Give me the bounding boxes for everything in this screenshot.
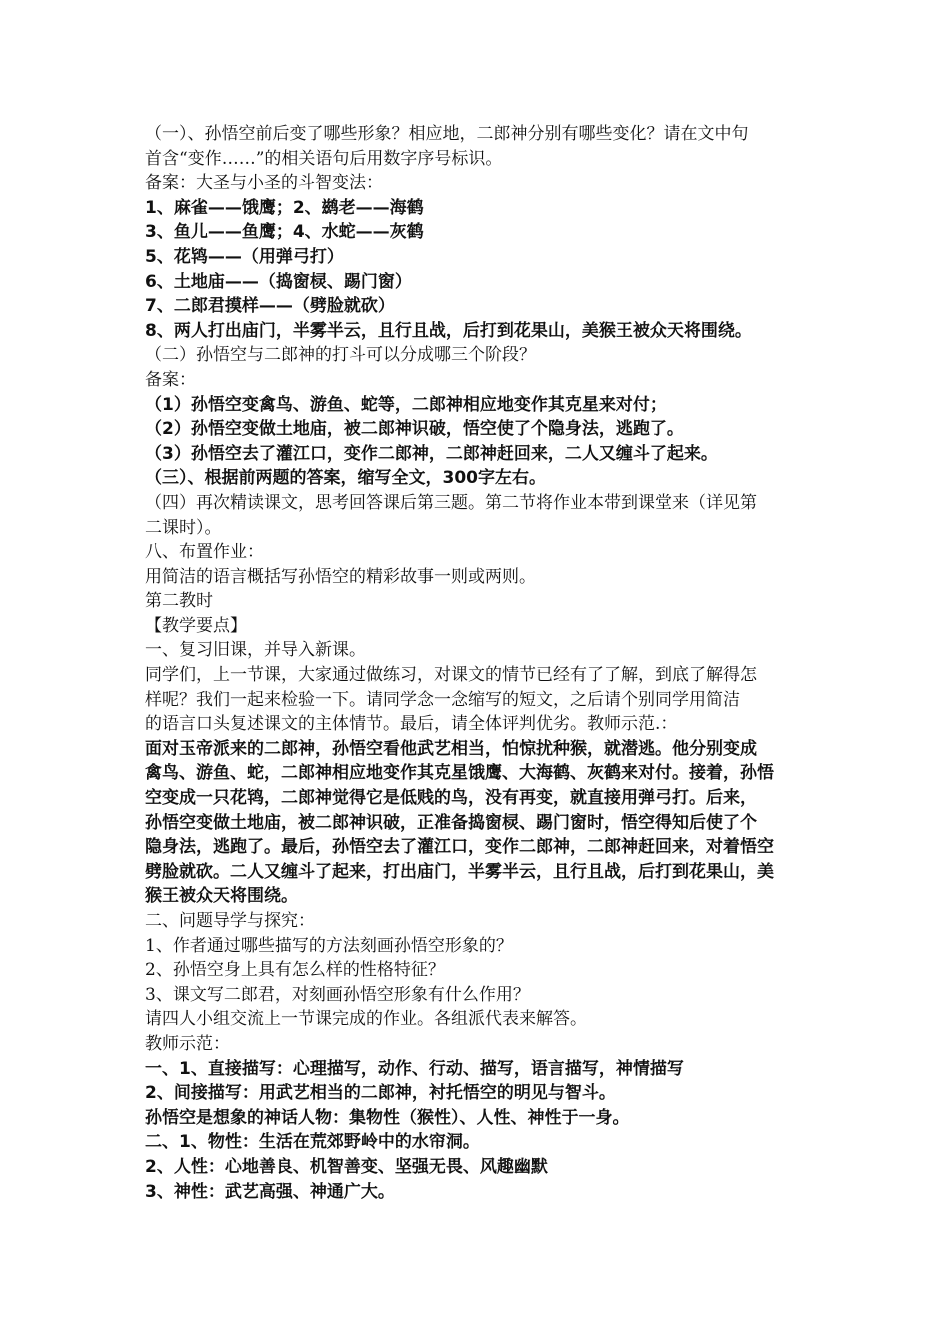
text-line-42: 二、1、物性：生活在荒郊野岭中的水帘洞。 — [145, 1132, 480, 1153]
text-line-8: 7、二郎君摸样——（劈脸就砍） — [145, 296, 395, 317]
text-line-9: 8、两人打出庙门，半雾半云，且行且战，后打到花果山，美猴王被众天将围绕。 — [145, 320, 752, 341]
document-page — [145, 122, 810, 1204]
text-line-27: 禽鸟、游鱼、蛇，二郎神相应地变作其克星饿鹰、大海鹤、灰鹤来对付。接着，孙悟 — [145, 763, 774, 784]
text-line-7: 6、土地庙——（捣窗棂、踢门窗） — [145, 271, 412, 292]
text-line-15: （三）、根据前两题的答案，缩写全文，300字左右。 — [145, 468, 546, 489]
text-line-31: 劈脸就砍。二人又缠斗了起来，打出庙门，半雾半云，且行且战，后打到花果山，美 — [145, 861, 774, 882]
text-line-4: 1、麻雀——饿鹰；2、鹚老——海鹤 — [145, 197, 424, 218]
text-line-13: （2）孙悟空变做土地庙，被二郎神识破，悟空使了个隐身法，逃跑了。 — [145, 419, 684, 440]
text-line-11: 备案： — [145, 369, 196, 390]
text-line-32: 猴王被众天将围绕。 — [145, 886, 298, 907]
text-line-26: 面对玉帝派来的二郎神，孙悟空看他武艺相当，怕惊扰种猴，就潜逃。他分别变成 — [145, 738, 757, 759]
text-line-10: （二）孙悟空与二郎神的打斗可以分成哪三个阶段？ — [145, 345, 536, 366]
text-line-33: 二、问题导学与探究： — [145, 911, 315, 931]
text-line-5: 3、鱼儿——鱼鹰；4、水蛇——灰鹤 — [145, 222, 424, 243]
text-line-20: 第二教时 — [145, 591, 213, 612]
text-line-24: 样呢？我们一起来检验一下。请同学念一念缩写的短文，之后请个别同学用简洁 — [145, 689, 740, 710]
text-line-25: 的语言口头复述课文的主体情节。最后，请全体评判优劣。教师示范.： — [145, 714, 678, 735]
text-line-1: （一）、孙悟空前后变了哪些形象？相应地，二郎神分别有哪些变化？请在文中句 — [145, 124, 749, 144]
text-line-19: 用简洁的语言概括写孙悟空的精彩故事一则或两则。 — [145, 566, 536, 587]
text-line-28: 空变成一只花鸨，二郎神觉得它是低贱的鸟，没有再变，就直接用弹弓打。后来， — [145, 788, 757, 809]
text-line-12: （1）孙悟空变禽鸟、游鱼、蛇等，二郎神相应地变作其克星来对付； — [145, 394, 667, 415]
text-line-43: 2、人性：心地善良、机智善变、坚强无畏、风趣幽默 — [145, 1156, 548, 1177]
text-line-3: 备案：大圣与小圣的斗智变法： — [145, 173, 383, 194]
text-line-23: 同学们，上一节课，大家通过做练习，对课文的情节已经有了了解，到底了解得怎 — [145, 665, 757, 686]
text-line-18: 八、布置作业： — [145, 542, 264, 563]
text-line-16: （四）再次精读课文，思考回答课后第三题。第二节将作业本带到课堂来（详见第 — [145, 492, 757, 513]
text-line-2: 首含“变作……”的相关语句后用数字序号标识。 — [145, 148, 503, 169]
text-line-38: 教师示范： — [145, 1033, 230, 1054]
text-line-39: 一、1、直接描写：心理描写，动作、行动、描写，语言描写，神情描写 — [145, 1058, 684, 1079]
text-line-37: 请四人小组交流上一节课完成的作业。各组派代表来解答。 — [145, 1009, 587, 1030]
text-line-36: 3、课文写二郎君，对刻画孙悟空形象有什么作用？ — [145, 984, 530, 1005]
text-line-30: 隐身法，逃跑了。最后，孙悟空去了灌江口，变作二郎神，二郎神赶回来，对着悟空 — [145, 837, 774, 858]
text-line-44: 3、神性：武艺高强、神通广大。 — [145, 1181, 395, 1202]
text-line-29: 孙悟空变做土地庙，被二郎神识破，正准备捣窗棂、踢门窗时，悟空得知后使了个 — [145, 812, 757, 833]
text-line-35: 2、孙悟空身上具有怎么样的性格特征？ — [145, 960, 445, 981]
text-line-22: 一、复习旧课，并导入新课。 — [145, 640, 366, 661]
text-line-34: 1、作者通过哪些描写的方法刻画孙悟空形象的？ — [145, 935, 513, 956]
text-line-17: 二课时）。 — [145, 517, 222, 538]
text-line-21: 【教学要点】 — [145, 615, 247, 636]
text-line-40: 2、间接描写：用武艺相当的二郎神，衬托悟空的明见与智斗。 — [145, 1083, 616, 1104]
text-line-14: （3）孙悟空去了灌江口，变作二郎神，二郎神赶回来，二人又缠斗了起来。 — [145, 443, 718, 464]
text-line-6: 5、花鸨——（用弹弓打） — [145, 246, 344, 267]
text-line-41: 孙悟空是想象的神话人物：集物性（猴性）、人性、神性于一身。 — [145, 1107, 630, 1128]
